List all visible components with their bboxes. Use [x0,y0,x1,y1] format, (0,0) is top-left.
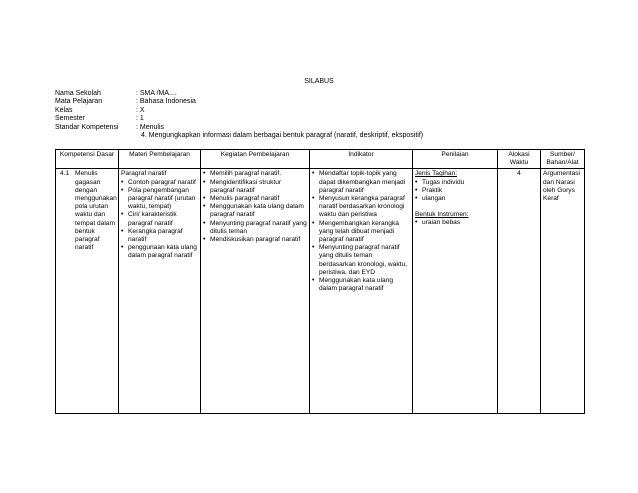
header-kegiatan: Kegiatan Pembelajaran [201,150,310,169]
list-item: • penggunaan kata ulang dalam paragraf naratif [121,244,198,260]
meta-value: : X [136,106,145,114]
meta-value: : Bahasa Indonesia [136,98,196,106]
header-sumber: Sumber/ Bahan/Alat [541,150,585,169]
header-alokasi: Alokasi Waktu [498,150,541,169]
list-item: • Memilih paragraf naratif. [203,170,307,178]
list-item: • Mengembangkan kerangka yang telah dibuat menjadi paragraf naratif [312,220,410,245]
list-item: • Menulis paragraf naratif [203,195,307,203]
header-indikator: Indikator [310,150,413,169]
cell-kompetensi [56,169,119,414]
standard-description: 4. Mengungkapkan informasi dalam berbagai bentuk paragraf (naratif, deskriptif, ekspositif) [141,131,424,139]
list-item: • Praktik [415,187,495,195]
meta-value: : 1 [136,115,144,123]
materi-title: Paragraf naratif [121,170,167,178]
kegiatan-list [203,170,307,244]
materi-list [121,179,198,261]
meta-row-standard [55,124,423,132]
meta-value: : SMA /MA.... [136,90,177,97]
kd-text: Menulis gagasan dengan menggunakan pola urutan waktu dan tempat dalam bentuk paragraf naratif [75,170,117,252]
meta-key: Semester [55,115,85,123]
list-item: • Menyunting paragraf naratif yang ditulis teman berdasarkan kronologi, waktu, peristiwa, dan EYD [312,244,410,277]
cell-materi [119,169,201,414]
cell-penilaian [413,169,498,414]
meta-row-class [55,107,423,115]
list-item: • Tugas individu [415,179,495,187]
list-item: • Menggunakan kata ulang dalam paragraf naratif [312,277,410,293]
meta-key: Mata Pelajaran [55,98,103,106]
list-item: • Mendaftar topik-topik yang dapat dikembangkan menjadi paragraf naratif [312,170,410,195]
meta-key: Nama Sekolah [55,90,101,97]
header-materi: Materi Pembelajaran [119,150,201,169]
cell-sumber: Argumentasi dan Narasi oleh Gorys Keraf [541,169,585,414]
list-item: • uraian bebas [415,219,495,227]
list-item: • Menyunting paragraf naratif yang ditulis teman [203,220,307,236]
meta-key: Kelas [55,106,73,114]
table-row [56,169,585,414]
meta-row-subject [55,98,423,106]
syllabus-table [55,149,585,414]
list-item: • Menyusun kerangka paragraf naratif berdasarkan kronologi waktu dan peristiwa [312,195,410,220]
list-item: • Mengidentifikasi struktur paragraf naratif [203,179,307,195]
table-header-row [56,150,585,169]
meta-row-semester [55,115,423,123]
document-meta [55,90,423,141]
list-item: • ulangan [415,195,495,203]
bentuk-instrumen-label: Bentuk Instrumen: [415,211,469,219]
cell-alokasi: 4 [498,169,541,414]
kd-number: 4.1 [60,170,70,178]
indikator-list [312,170,410,293]
list-item: • Menggunakan kata ulang dalam paragraf naratif [203,203,307,219]
jenis-tagihan-list [415,179,495,204]
list-item: • Mendiskusikan paragraf naratif [203,236,307,244]
bentuk-instrumen-list [415,219,495,227]
list-item: • Pola pengembangan paragraf naratif (urutan waktu, tempat) [121,187,198,212]
meta-key: Standar Kompetensi [55,123,119,131]
list-item: • Contoh paragraf naratif [121,179,198,187]
header-kompetensi: Kompetensi Dasar [56,150,119,169]
list-item: • Kerangka paragraf naratif [121,228,198,244]
page-title: SILABUS [304,78,334,85]
cell-kegiatan [201,169,310,414]
cell-indikator [310,169,413,414]
jenis-tagihan-label: Jenis Tagihan: [415,170,458,178]
list-item: • Ciri/ karakteristik paragraf naratif [121,211,198,227]
header-penilaian: Penilaian [413,150,498,169]
meta-value: : Menulis [136,123,165,131]
meta-row-school [55,90,423,98]
